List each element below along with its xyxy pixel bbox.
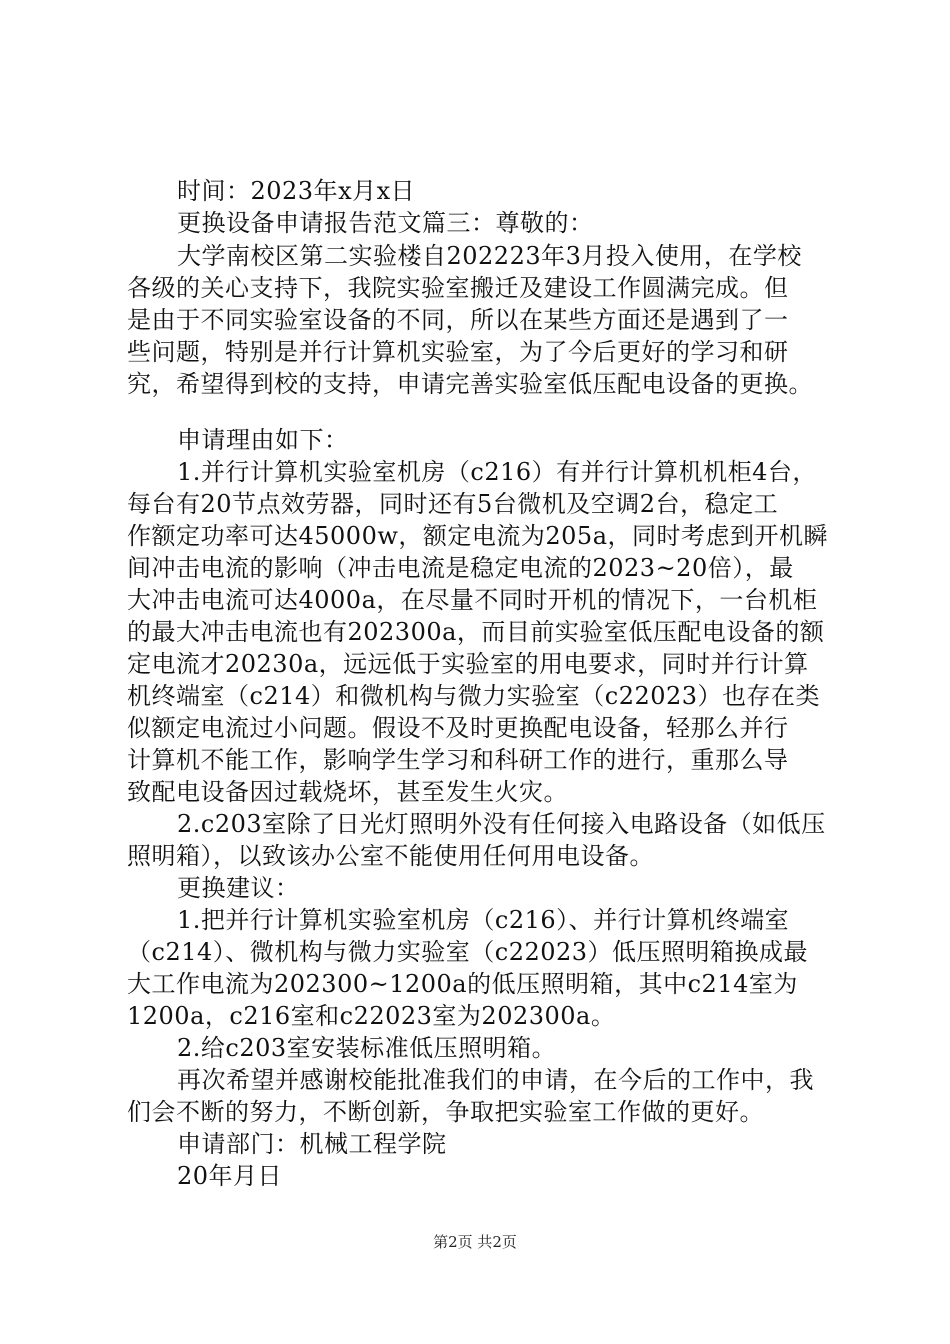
date-line: 时间：2023年x月x日 [177, 177, 416, 205]
paragraph-line: 照明箱），以致该办公室不能使用任何用电设备。 [127, 842, 654, 870]
paragraph-line: 大学南校区第二实验楼自202223年3月投入使用，在学校 [177, 242, 802, 270]
paragraph-line: 究，希望得到校的支持，申请完善实验室低压配电设备的更换。 [127, 370, 813, 398]
date-placeholder-line: 20年月日 [177, 1162, 283, 1190]
section-heading: 更换建议： [177, 874, 300, 902]
paragraph-line: 再次希望并感谢校能批准我们的申请，在今后的工作中，我 [177, 1066, 814, 1094]
paragraph-line: 1200a，c216室和c22023室为202300a。 [127, 1002, 616, 1030]
paragraph-line: 1.把并行计算机实验室机房（c216）、并行计算机终端室 [177, 906, 790, 934]
paragraph-line: 计算机不能工作，影响学生学习和科研工作的进行，重那么导 [127, 746, 789, 774]
paragraph-line: 2.c203室除了日光灯照明外没有任何接入电路设备（如低压 [177, 810, 826, 838]
paragraph-line: 似额定电流过小问题。假设不及时更换配电设备，轻那么并行 [127, 714, 789, 742]
title-line: 更换设备申请报告范文篇三：尊敬的： [177, 209, 594, 237]
section-heading: 申请理由如下： [177, 426, 349, 454]
paragraph-line: 1.并行计算机实验室机房（c216）有并行计算机机柜4台， [177, 458, 817, 486]
paragraph-line: 定电流才20230a，远远低于实验室的用电要求，同时并行计算 [127, 650, 809, 678]
paragraph-line: 间冲击电流的影响（冲击电流是稳定电流的2023~20倍），最 [127, 554, 794, 582]
paragraph-line: 作额定功率可达45000w，额定电流为205a，同时考虑到开机瞬 [127, 522, 829, 550]
paragraph-line: 每台有20节点效劳器，同时还有5台微机及空调2台，稳定工 [127, 490, 779, 518]
paragraph-line: 们会不断的努力，不断创新，争取把实验室工作做的更好。 [127, 1098, 764, 1126]
paragraph-line: 2.给c203室安装标准低压照明箱。 [177, 1034, 557, 1062]
paragraph-line: 大冲击电流可达4000a，在尽量不同时开机的情况下，一台机柜 [127, 586, 818, 614]
paragraph-line: 的最大冲击电流也有202300a，而目前实验室低压配电设备的额 [127, 618, 825, 646]
paragraph-line: 些问题，特别是并行计算机实验室，为了今后更好的学习和研 [127, 338, 789, 366]
page-footer: 第2页 共2页 [433, 1233, 517, 1251]
paragraph-line: 各级的关心支持下，我院实验室搬迁及建设工作圆满完成。但 [127, 274, 789, 302]
paragraph-line: 致配电设备因过载烧坏，甚至发生火灾。 [127, 778, 568, 806]
paragraph-line: 机终端室（c214）和微机构与微力实验室（c22023）也存在类 [127, 682, 821, 710]
paragraph-line: 大工作电流为202300~1200a的低压照明箱，其中c214室为 [127, 970, 798, 998]
paragraph-line: 是由于不同实验室设备的不同，所以在某些方面还是遇到了一 [127, 306, 789, 334]
department-line: 申请部门：机械工程学院 [177, 1130, 447, 1158]
paragraph-line: （c214）、微机构与微力实验室（c22023）低压照明箱换成最 [127, 938, 809, 966]
